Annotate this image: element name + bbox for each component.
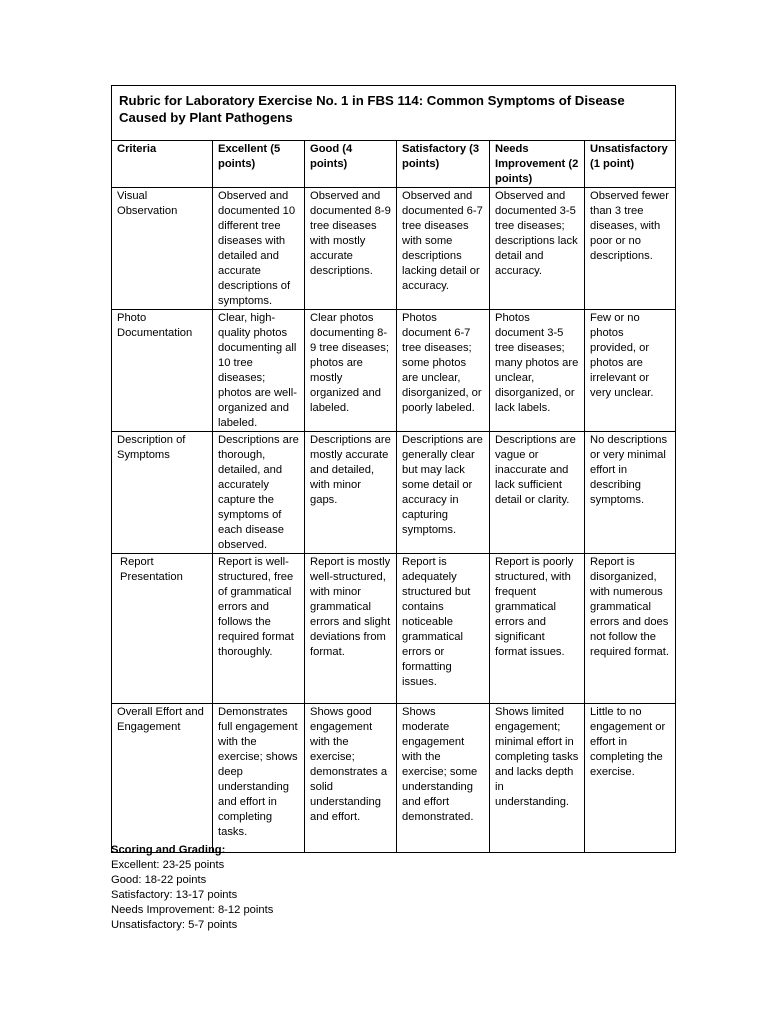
- unsatisfactory-cell: No descriptions or very minimal effort in describing symptoms.: [585, 432, 676, 554]
- satisfactory-cell: Shows moderate engagement with the exercise; some understanding and effort demonstrated.: [397, 704, 490, 853]
- table-row-description-of-symptoms: [112, 432, 676, 554]
- header-good: Good (4 points): [305, 141, 397, 188]
- criteria-cell: Description of Symptoms: [112, 432, 213, 554]
- header-criteria: Criteria: [112, 141, 213, 188]
- good-cell: Observed and documented 8-9 tree diseases with mostly accurate descriptions.: [305, 188, 397, 310]
- excellent-cell: Demonstrates full engagement with the exercise; shows deep understanding and effort in completing tasks.: [213, 704, 305, 853]
- header-row: [112, 141, 676, 188]
- excellent-cell: Observed and documented 10 different tree diseases with detailed and accurate descriptions of symptoms.: [213, 188, 305, 310]
- scoring-line-good: Good: 18-22 points: [111, 874, 207, 886]
- title-row: [112, 86, 676, 141]
- scoring-line-satisfactory: Satisfactory: 13-17 points: [111, 889, 238, 901]
- table-row-visual-observation: [112, 188, 676, 310]
- needs-improvement-cell: Photos document 3-5 tree diseases; many photos are unclear, disorganized, or lack labels.: [490, 310, 585, 432]
- header-satisfactory: Satisfactory (3 points): [397, 141, 490, 188]
- scoring-line-needs-improvement: Needs Improvement: 8-12 points: [111, 904, 274, 916]
- scoring-heading: Scoring and Grading:: [111, 844, 226, 856]
- needs-improvement-cell: Descriptions are vague or inaccurate and lack sufficient detail or clarity.: [490, 432, 585, 554]
- header-unsatisfactory: Unsatisfactory (1 point): [585, 141, 676, 188]
- good-cell: Descriptions are mostly accurate and detailed, with minor gaps.: [305, 432, 397, 554]
- rubric-title: Rubric for Laboratory Exercise No. 1 in FBS 114: Common Symptoms of Disease Caused by Plant Pathogens: [112, 86, 676, 141]
- unsatisfactory-cell: Observed fewer than 3 tree diseases, with poor or no descriptions.: [585, 188, 676, 310]
- satisfactory-cell: Observed and documented 6-7 tree diseases with some descriptions lacking detail or accuracy.: [397, 188, 490, 310]
- header-excellent: Excellent (5 points): [213, 141, 305, 188]
- rubric-table: [111, 85, 676, 853]
- scoring-line-unsatisfactory: Unsatisfactory: 5-7 points: [111, 919, 238, 931]
- table-row-photo-documentation: [112, 310, 676, 432]
- unsatisfactory-cell: Little to no engagement or effort in completing the exercise.: [585, 704, 676, 853]
- excellent-cell: Clear, high-quality photos documenting all 10 tree diseases; photos are well-organized and labeled.: [213, 310, 305, 432]
- criteria-cell: Visual Observation: [112, 188, 213, 310]
- good-cell: Shows good engagement with the exercise; demonstrates a solid understanding and effort.: [305, 704, 397, 853]
- scoring-line-excellent: Excellent: 23-25 points: [111, 859, 225, 871]
- unsatisfactory-cell: Few or no photos provided, or photos are irrelevant or very unclear.: [585, 310, 676, 432]
- good-cell: Clear photos documenting 8-9 tree diseases; photos are mostly organized and labeled.: [305, 310, 397, 432]
- excellent-cell: Descriptions are thorough, detailed, and accurately capture the symptoms of each disease observed.: [213, 432, 305, 554]
- unsatisfactory-cell: Report is disorganized, with numerous grammatical errors and does not follow the required format.: [585, 554, 676, 704]
- good-cell: Report is mostly well-structured, with minor grammatical errors and slight deviations from format.: [305, 554, 397, 704]
- criteria-cell: Overall Effort and Engagement: [112, 704, 213, 853]
- table-row-report-presentation: [112, 554, 676, 704]
- table-row-overall-effort: [112, 704, 676, 853]
- needs-improvement-cell: Shows limited engagement; minimal effort in completing tasks and lacks depth in understanding.: [490, 704, 585, 853]
- header-needs-improvement: Needs Improvement (2 points): [490, 141, 585, 188]
- needs-improvement-cell: Report is poorly structured, with frequent grammatical errors and significant format issues.: [490, 554, 585, 704]
- satisfactory-cell: Photos document 6-7 tree diseases; some photos are unclear, disorganized, or poorly labeled.: [397, 310, 490, 432]
- excellent-cell: Report is well-structured, free of grammatical errors and follows the required format thoroughly.: [213, 554, 305, 704]
- criteria-cell: Report Presentation: [112, 554, 213, 704]
- criteria-cell: Photo Documentation: [112, 310, 213, 432]
- satisfactory-cell: Report is adequately structured but contains noticeable grammatical errors or formatting issues.: [397, 554, 490, 704]
- satisfactory-cell: Descriptions are generally clear but may lack some detail or accuracy in capturing symptoms.: [397, 432, 490, 554]
- needs-improvement-cell: Observed and documented 3-5 tree diseases; descriptions lack detail and accuracy.: [490, 188, 585, 310]
- scoring-section: [111, 843, 273, 933]
